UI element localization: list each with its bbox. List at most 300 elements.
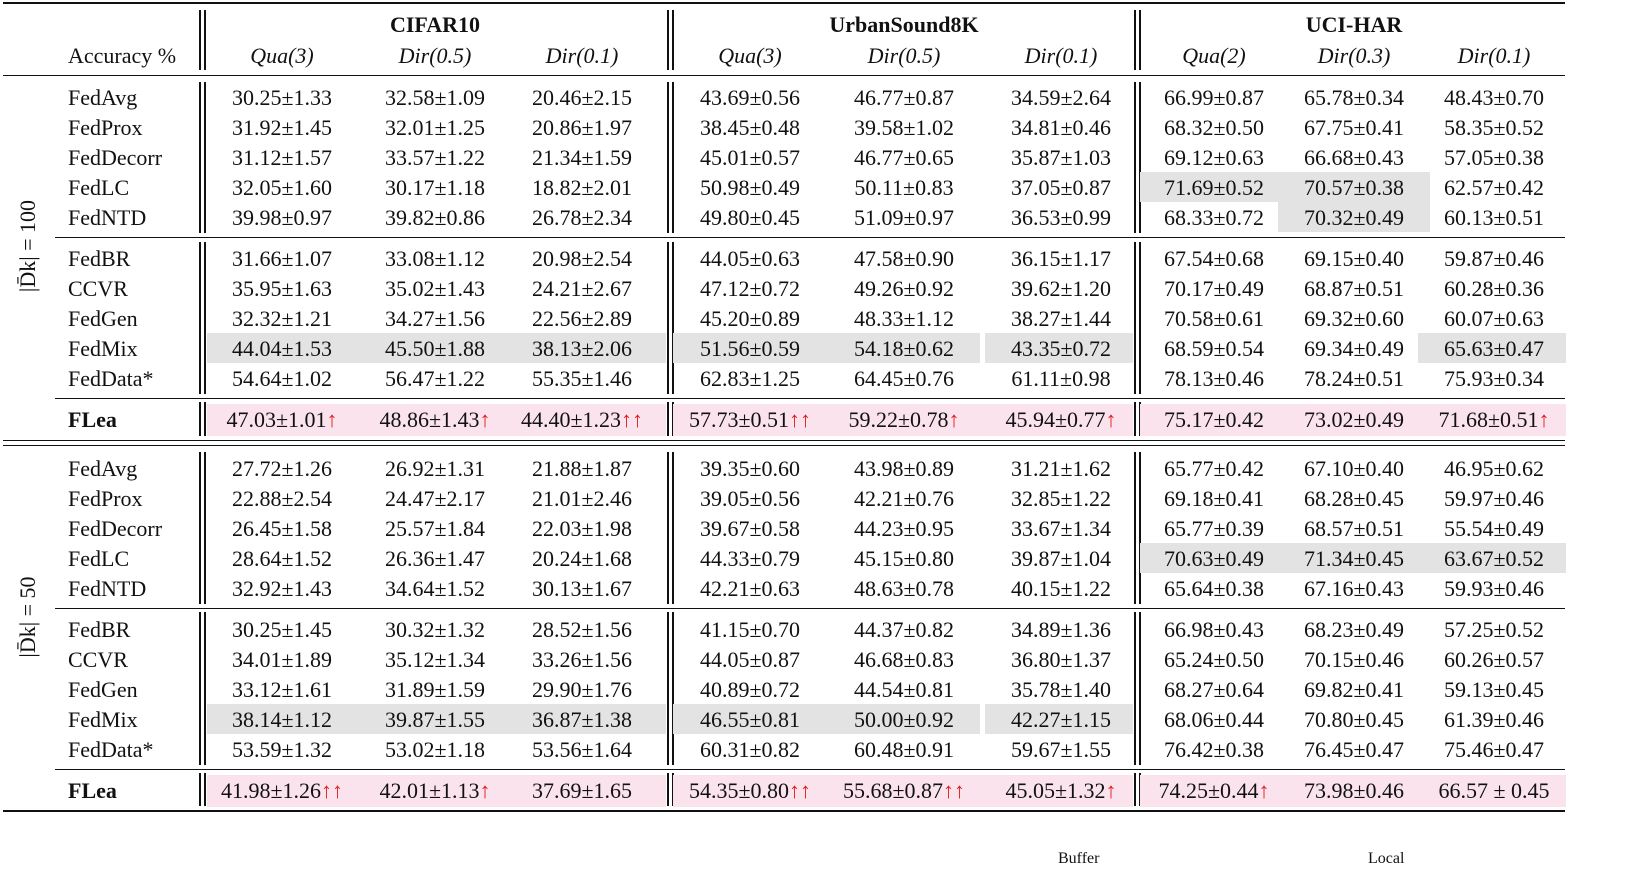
accuracy-value: 62.57±0.42 — [1443, 175, 1545, 200]
accuracy-value: 58.35±0.52 — [1443, 115, 1545, 140]
accuracy-value: 30.32±1.32 — [384, 617, 486, 642]
accuracy-value: 54.64±1.02 — [231, 366, 333, 391]
accuracy-value: 28.52±1.56 — [531, 617, 633, 642]
accuracy-value: 61.11±0.98 — [1011, 366, 1111, 391]
method-name: FLea — [68, 778, 117, 803]
accuracy-cell — [202, 365, 362, 393]
accuracy-value: 70.17±0.49 — [1163, 276, 1265, 301]
accuracy-cell — [1274, 616, 1434, 644]
accuracy-value: 66.99±0.87 — [1163, 85, 1265, 110]
accuracy-value: 46.68±0.83 — [853, 647, 955, 672]
accuracy-cell — [1134, 84, 1294, 112]
accuracy-value: 68.27±0.64 — [1163, 677, 1265, 702]
accuracy-cell — [670, 646, 830, 674]
accuracy-cell — [1274, 144, 1434, 172]
accuracy-cell — [1414, 646, 1574, 674]
header-rule — [3, 75, 1565, 76]
accuracy-value: 45.94±0.77 — [1005, 407, 1106, 432]
accuracy-cell — [502, 245, 662, 273]
accuracy-value: 33.08±1.12 — [384, 246, 486, 271]
accuracy-value: 60.48±0.91 — [853, 737, 955, 762]
accuracy-value: 32.92±1.43 — [231, 576, 333, 601]
dataset-header: CIFAR10 — [389, 12, 481, 37]
accuracy-value: 67.54±0.68 — [1163, 246, 1265, 271]
accuracy-cell — [355, 706, 515, 734]
accuracy-cell — [981, 736, 1141, 764]
improvement-arrow-icon: ↑ — [1538, 407, 1550, 432]
accuracy-cell — [824, 706, 984, 734]
accuracy-value: 67.10±0.40 — [1303, 456, 1405, 481]
accuracy-cell — [1414, 84, 1574, 112]
accuracy-cell — [1134, 335, 1294, 363]
accuracy-value: 57.05±0.38 — [1443, 145, 1545, 170]
accuracy-value: 35.78±1.40 — [1010, 677, 1112, 702]
accuracy-cell — [1134, 174, 1294, 202]
accuracy-cell — [670, 736, 830, 764]
accuracy-value: 64.45±0.76 — [853, 366, 955, 391]
accuracy-cell — [670, 406, 830, 434]
accuracy-value: 57.73±0.51 — [688, 407, 790, 432]
accuracy-value: 48.43±0.70 — [1443, 85, 1545, 110]
accuracy-value: 18.82±2.01 — [531, 175, 633, 200]
accuracy-cell — [1134, 515, 1294, 543]
accuracy-value: 33.26±1.56 — [531, 647, 633, 672]
accuracy-cell — [824, 455, 984, 483]
method-name: FedDecorr — [68, 516, 163, 541]
accuracy-value: 46.77±0.87 — [853, 85, 955, 110]
accuracy-cell — [670, 777, 830, 805]
accuracy-cell — [355, 144, 515, 172]
accuracy-cell — [670, 275, 830, 303]
accuracy-cell — [670, 485, 830, 513]
accuracy-value: 22.56±2.89 — [531, 306, 633, 331]
accuracy-value: 39.05±0.56 — [699, 486, 801, 511]
accuracy-cell — [1274, 455, 1434, 483]
accuracy-value: 24.21±2.67 — [531, 276, 633, 301]
accuracy-cell — [1414, 616, 1574, 644]
accuracy-value: 24.47±2.17 — [384, 486, 486, 511]
accuracy-value: 71.34±0.45 — [1303, 546, 1405, 571]
improvement-arrow-icon: ↑ — [479, 407, 491, 432]
accuracy-cell — [1274, 485, 1434, 513]
accuracy-value: 70.32±0.49 — [1303, 205, 1405, 230]
accuracy-cell — [355, 365, 515, 393]
accuracy-value: 44.05±0.63 — [699, 246, 801, 271]
accuracy-cell — [1134, 736, 1294, 764]
accuracy-cell — [202, 485, 362, 513]
accuracy-cell — [670, 335, 830, 363]
accuracy-value: 60.31±0.82 — [699, 737, 801, 762]
accuracy-cell — [981, 777, 1141, 805]
accuracy-cell — [1134, 204, 1294, 232]
accuracy-cell — [202, 305, 362, 333]
accuracy-value: 22.88±2.54 — [231, 486, 333, 511]
accuracy-cell — [1274, 335, 1434, 363]
accuracy-cell — [1414, 245, 1574, 273]
accuracy-value: 31.92±1.45 — [231, 115, 333, 140]
accuracy-cell — [355, 305, 515, 333]
group1-mid-rule — [55, 237, 1565, 238]
accuracy-value: 70.80±0.45 — [1303, 707, 1405, 732]
accuracy-value: 50.11±0.83 — [854, 175, 954, 200]
accuracy-value: 69.15±0.40 — [1303, 246, 1405, 271]
accuracy-cell — [355, 545, 515, 573]
accuracy-cell — [1134, 676, 1294, 704]
improvement-arrow-icon: ↑ — [479, 778, 491, 803]
accuracy-cell — [981, 144, 1141, 172]
accuracy-cell — [355, 204, 515, 232]
accuracy-value: 39.67±0.58 — [699, 516, 801, 541]
accuracy-value: 41.98±1.26 — [220, 778, 322, 803]
method-name: FedAvg — [68, 456, 138, 481]
accuracy-value: 33.12±1.61 — [231, 677, 333, 702]
accuracy-cell — [981, 455, 1141, 483]
accuracy-cell — [670, 245, 830, 273]
accuracy-value: 70.15±0.46 — [1303, 647, 1405, 672]
accuracy-cell — [1134, 275, 1294, 303]
accuracy-value: 68.32±0.50 — [1163, 115, 1265, 140]
accuracy-cell — [670, 706, 830, 734]
accuracy-cell — [202, 245, 362, 273]
accuracy-value: 48.33±1.12 — [853, 306, 955, 331]
accuracy-value: 20.86±1.97 — [531, 115, 633, 140]
method-name: FedLC — [68, 546, 130, 571]
accuracy-value: 47.03±1.01 — [226, 407, 327, 432]
accuracy-cell — [502, 365, 662, 393]
accuracy-value: 20.46±2.15 — [531, 85, 633, 110]
accuracy-value: 51.09±0.97 — [853, 205, 955, 230]
accuracy-value: 71.69±0.52 — [1163, 175, 1265, 200]
accuracy-value: 32.05±1.60 — [231, 175, 333, 200]
accuracy-cell — [981, 676, 1141, 704]
accuracy-value: 42.21±0.76 — [853, 486, 955, 511]
accuracy-value: 42.21±0.63 — [699, 576, 801, 601]
accuracy-value: 65.77±0.42 — [1163, 456, 1265, 481]
method-name: FedBR — [68, 246, 131, 271]
accuracy-cell — [202, 777, 362, 805]
accuracy-value: 62.83±1.25 — [699, 366, 801, 391]
col-divider — [672, 10, 674, 70]
method-name: FLea — [68, 407, 117, 432]
accuracy-cell — [1414, 777, 1574, 805]
split-header: Qua(3) — [250, 43, 314, 68]
col-divider — [667, 612, 669, 765]
accuracy-value: 59.22±0.78 — [848, 407, 949, 432]
accuracy-value: 31.89±1.59 — [384, 677, 486, 702]
accuracy-cell — [355, 616, 515, 644]
accuracy-value: 51.56±0.59 — [699, 336, 801, 361]
corner-label: Accuracy % — [68, 43, 177, 68]
accuracy-cell — [1274, 676, 1434, 704]
accuracy-value: 39.87±1.55 — [384, 707, 486, 732]
method-name: FedProx — [68, 115, 143, 140]
accuracy-value: 34.01±1.89 — [231, 647, 333, 672]
accuracy-cell — [202, 335, 362, 363]
accuracy-cell — [355, 455, 515, 483]
accuracy-cell — [670, 455, 830, 483]
accuracy-value: 65.63±0.47 — [1443, 336, 1545, 361]
accuracy-cell — [981, 575, 1141, 603]
accuracy-cell — [670, 515, 830, 543]
accuracy-cell — [824, 777, 984, 805]
accuracy-value: 65.24±0.50 — [1163, 647, 1265, 672]
accuracy-cell — [502, 84, 662, 112]
footer-buffer-fragment: Buffer — [1058, 850, 1100, 867]
group-label: |D̄k| = 50 — [15, 576, 40, 658]
accuracy-value: 45.01±0.57 — [699, 145, 801, 170]
accuracy-cell — [1134, 365, 1294, 393]
accuracy-value: 70.58±0.61 — [1163, 306, 1265, 331]
accuracy-cell — [824, 406, 984, 434]
accuracy-value: 59.13±0.45 — [1443, 677, 1545, 702]
col-divider — [667, 452, 669, 604]
accuracy-cell — [502, 515, 662, 543]
accuracy-cell — [981, 204, 1141, 232]
accuracy-value: 20.98±2.54 — [531, 246, 633, 271]
accuracy-cell — [670, 575, 830, 603]
group-sep-rule-a — [3, 440, 1565, 441]
accuracy-value: 34.27±1.56 — [384, 306, 486, 331]
accuracy-cell — [824, 676, 984, 704]
col-divider — [199, 242, 201, 394]
method-name: FedBR — [68, 617, 131, 642]
accuracy-value: 44.37±0.82 — [853, 617, 955, 642]
accuracy-value: 40.89±0.72 — [699, 677, 801, 702]
accuracy-cell — [202, 736, 362, 764]
accuracy-cell — [502, 575, 662, 603]
accuracy-value: 37.69±1.65 — [531, 778, 633, 803]
accuracy-value: 63.67±0.52 — [1443, 546, 1545, 571]
accuracy-value: 45.20±0.89 — [699, 306, 801, 331]
accuracy-cell — [1134, 575, 1294, 603]
accuracy-cell — [824, 275, 984, 303]
accuracy-value: 55.68±0.87 — [842, 778, 944, 803]
accuracy-cell — [670, 676, 830, 704]
accuracy-value: 66.57 ± 0.45 — [1438, 778, 1550, 803]
improvement-arrow-icon: ↑ — [1105, 407, 1117, 432]
accuracy-cell — [355, 174, 515, 202]
accuracy-value: 44.05±0.87 — [699, 647, 801, 672]
accuracy-cell — [824, 144, 984, 172]
accuracy-cell — [202, 455, 362, 483]
accuracy-cell — [824, 305, 984, 333]
method-name: FedMix — [68, 336, 138, 361]
accuracy-value: 48.86±1.43 — [379, 407, 480, 432]
accuracy-cell — [202, 515, 362, 543]
accuracy-cell — [502, 144, 662, 172]
accuracy-cell — [1414, 736, 1574, 764]
method-name: FedProx — [68, 486, 143, 511]
accuracy-cell — [981, 174, 1141, 202]
accuracy-cell — [981, 365, 1141, 393]
accuracy-cell — [1414, 365, 1574, 393]
accuracy-cell — [1274, 305, 1434, 333]
accuracy-cell — [1414, 335, 1574, 363]
accuracy-value: 44.23±0.95 — [853, 516, 955, 541]
accuracy-value: 22.03±1.98 — [531, 516, 633, 541]
accuracy-cell — [202, 575, 362, 603]
accuracy-value: 31.12±1.57 — [231, 145, 333, 170]
accuracy-cell — [824, 616, 984, 644]
accuracy-cell — [355, 114, 515, 142]
improvement-arrow-icon: ↑↑ — [943, 778, 966, 803]
accuracy-value: 42.01±1.13 — [379, 778, 480, 803]
accuracy-cell — [502, 676, 662, 704]
accuracy-cell — [824, 174, 984, 202]
accuracy-value: 54.35±0.80 — [688, 778, 790, 803]
accuracy-cell — [1274, 174, 1434, 202]
method-name: CCVR — [68, 647, 128, 672]
accuracy-cell — [502, 736, 662, 764]
accuracy-cell — [1134, 144, 1294, 172]
split-header: Dir(0.3) — [1317, 43, 1391, 68]
accuracy-value: 43.98±0.89 — [853, 456, 955, 481]
method-name: FedData* — [68, 737, 154, 762]
accuracy-value: 26.45±1.58 — [231, 516, 333, 541]
accuracy-value: 35.12±1.34 — [384, 647, 486, 672]
split-header: Qua(2) — [1182, 43, 1246, 68]
method-name: FedMix — [68, 707, 138, 732]
accuracy-value: 34.59±2.64 — [1010, 85, 1112, 110]
accuracy-cell — [1414, 114, 1574, 142]
accuracy-value: 53.02±1.18 — [384, 737, 486, 762]
accuracy-value: 20.24±1.68 — [531, 546, 633, 571]
accuracy-cell — [1274, 114, 1434, 142]
accuracy-cell — [355, 646, 515, 674]
accuracy-cell — [1414, 144, 1574, 172]
accuracy-value: 71.68±0.51 — [1438, 407, 1539, 432]
accuracy-value: 69.12±0.63 — [1163, 145, 1265, 170]
accuracy-cell — [824, 335, 984, 363]
accuracy-cell — [355, 245, 515, 273]
accuracy-value: 30.13±1.67 — [531, 576, 633, 601]
accuracy-cell — [670, 174, 830, 202]
accuracy-value: 55.35±1.46 — [531, 366, 633, 391]
accuracy-cell — [502, 706, 662, 734]
bottom-rule — [3, 810, 1565, 812]
accuracy-cell — [981, 84, 1141, 112]
accuracy-value: 36.53±0.99 — [1010, 205, 1112, 230]
accuracy-cell — [1274, 545, 1434, 573]
dataset-header: UCI-HAR — [1305, 12, 1403, 37]
accuracy-cell — [1134, 245, 1294, 273]
accuracy-value: 38.27±1.44 — [1010, 306, 1112, 331]
split-header: Dir(0.1) — [545, 43, 619, 68]
accuracy-value: 57.25±0.52 — [1443, 617, 1545, 642]
accuracy-cell — [1414, 204, 1574, 232]
split-header: Qua(3) — [718, 43, 782, 68]
accuracy-value: 35.02±1.43 — [384, 276, 486, 301]
accuracy-value: 39.87±1.04 — [1010, 546, 1112, 571]
accuracy-cell — [824, 545, 984, 573]
accuracy-cell — [502, 275, 662, 303]
accuracy-value: 60.28±0.36 — [1443, 276, 1545, 301]
accuracy-cell — [670, 84, 830, 112]
accuracy-cell — [981, 275, 1141, 303]
accuracy-value: 69.34±0.49 — [1303, 336, 1405, 361]
accuracy-cell — [1274, 646, 1434, 674]
accuracy-value: 73.98±0.46 — [1303, 778, 1405, 803]
accuracy-value: 59.97±0.46 — [1443, 486, 1545, 511]
accuracy-cell — [981, 245, 1141, 273]
accuracy-cell — [1134, 114, 1294, 142]
accuracy-value: 32.58±1.09 — [384, 85, 486, 110]
split-header: Dir(0.1) — [1024, 43, 1098, 68]
accuracy-cell — [981, 515, 1141, 543]
accuracy-value: 32.32±1.21 — [231, 306, 333, 331]
improvement-arrow-icon: ↑↑ — [621, 407, 644, 432]
method-name: FedNTD — [68, 205, 147, 230]
method-name: FedGen — [68, 306, 138, 331]
accuracy-value: 44.54±0.81 — [853, 677, 955, 702]
accuracy-cell — [355, 485, 515, 513]
accuracy-value: 70.57±0.38 — [1303, 175, 1405, 200]
accuracy-value: 73.02±0.49 — [1303, 407, 1405, 432]
accuracy-cell — [824, 515, 984, 543]
accuracy-value: 39.35±0.60 — [699, 456, 801, 481]
improvement-arrow-icon: ↑ — [1258, 778, 1270, 803]
accuracy-value: 65.64±0.38 — [1163, 576, 1265, 601]
accuracy-value: 30.17±1.18 — [384, 175, 486, 200]
accuracy-value: 42.27±1.15 — [1010, 707, 1112, 732]
accuracy-value: 68.33±0.72 — [1163, 205, 1265, 230]
accuracy-value: 54.18±0.62 — [853, 336, 955, 361]
accuracy-value: 70.63±0.49 — [1163, 546, 1265, 571]
col-divider — [667, 82, 669, 233]
accuracy-cell — [1274, 777, 1434, 805]
accuracy-value: 65.78±0.34 — [1303, 85, 1405, 110]
group1-flea-rule — [55, 398, 1565, 399]
accuracy-cell — [824, 204, 984, 232]
accuracy-cell — [824, 365, 984, 393]
accuracy-cell — [202, 706, 362, 734]
accuracy-cell — [981, 545, 1141, 573]
accuracy-value: 68.28±0.45 — [1303, 486, 1405, 511]
accuracy-value: 40.15±1.22 — [1010, 576, 1112, 601]
col-divider — [199, 82, 201, 233]
accuracy-value: 32.85±1.22 — [1010, 486, 1112, 511]
accuracy-cell — [1414, 545, 1574, 573]
accuracy-value: 44.40±1.23 — [520, 407, 622, 432]
accuracy-value: 47.12±0.72 — [699, 276, 801, 301]
accuracy-value: 38.13±2.06 — [531, 336, 633, 361]
accuracy-cell — [355, 84, 515, 112]
accuracy-value: 29.90±1.76 — [531, 677, 633, 702]
accuracy-value: 31.66±1.07 — [231, 246, 333, 271]
accuracy-value: 50.98±0.49 — [699, 175, 801, 200]
split-header: Dir(0.5) — [398, 43, 472, 68]
accuracy-value: 76.42±0.38 — [1163, 737, 1265, 762]
col-divider — [667, 773, 669, 806]
accuracy-value: 21.34±1.59 — [531, 145, 633, 170]
improvement-arrow-icon: ↑↑ — [789, 778, 812, 803]
accuracy-value: 53.59±1.32 — [231, 737, 333, 762]
accuracy-value: 26.92±1.31 — [384, 456, 486, 481]
accuracy-cell — [202, 616, 362, 644]
accuracy-cell — [202, 204, 362, 232]
accuracy-cell — [502, 305, 662, 333]
accuracy-value: 60.13±0.51 — [1443, 205, 1545, 230]
accuracy-value: 49.26±0.92 — [853, 276, 955, 301]
accuracy-cell — [981, 335, 1141, 363]
accuracy-value: 78.24±0.51 — [1303, 366, 1405, 391]
accuracy-value: 25.57±1.84 — [384, 516, 486, 541]
accuracy-cell — [1274, 575, 1434, 603]
accuracy-cell — [355, 406, 515, 434]
accuracy-cell — [202, 144, 362, 172]
col-divider — [204, 10, 206, 70]
col-divider — [199, 402, 201, 436]
